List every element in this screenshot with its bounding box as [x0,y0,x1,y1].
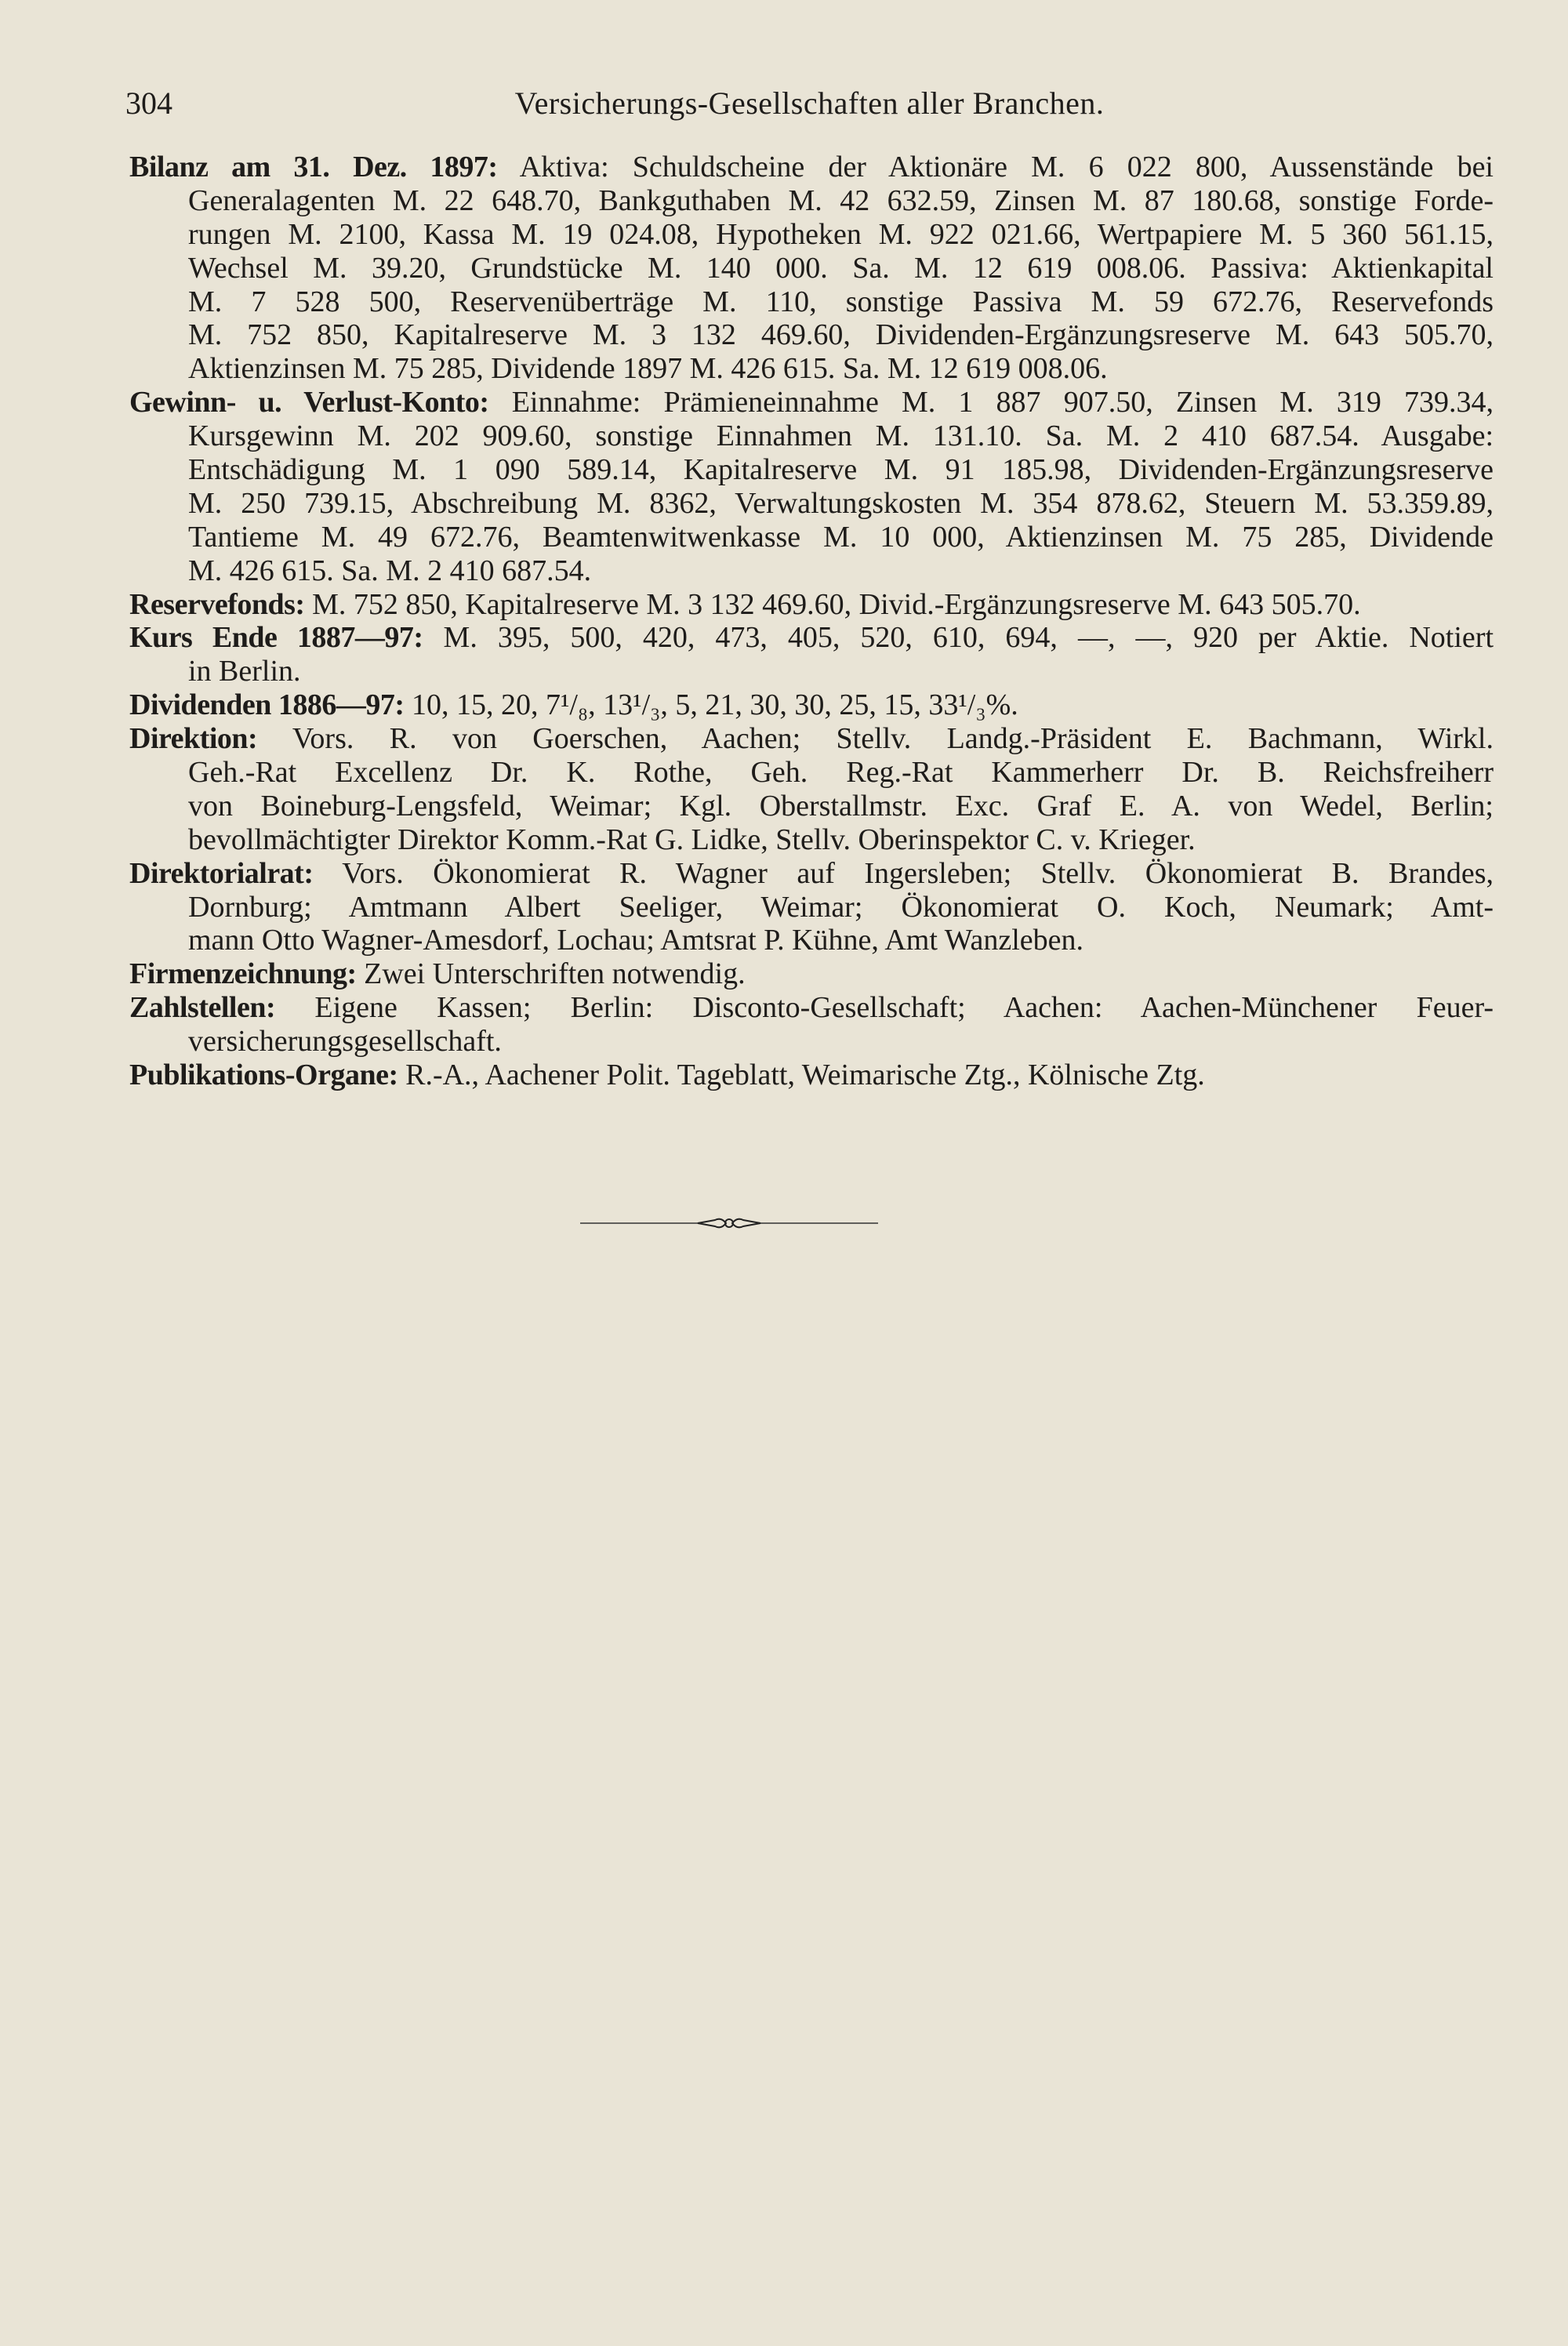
section-label: Gewinn- u. Verlust-Konto: [129,386,489,419]
text-line [129,386,1494,419]
text-line [129,521,1494,554]
line-text: Dornburg; Amtmann Albert Seeliger, Weimar; Ökonomierat O. Koch, Neumark; Amt- [188,890,1494,924]
text-line [129,151,1494,184]
text-line [129,655,1494,688]
line-text: Generalagenten M. 22 648.70, Bankguthaben M. 42 632.59, Zinsen M. 87 180.68, sonstige Forde- [188,183,1494,217]
text-line [129,857,1494,891]
line-text: Kursgewinn M. 202 909.60, sonstige Einnahmen M. 131.10. Sa. M. 2 410 687.54. Ausgabe: [188,419,1494,453]
text-line [129,991,1494,1025]
section-zahlstellen [129,991,1494,1059]
section-label: Reservefonds: [129,587,305,621]
running-title: Versicherungs-Gesellschaften aller Branchen. [514,85,1105,121]
line-text: in Berlin. [188,655,301,688]
document-body [129,151,1494,1092]
text-line [129,1059,1494,1092]
line-text: Einnahme: Prämieneinnahme M. 1 887 907.50, Zinsen M. 319 739.34, [511,386,1494,419]
page-header [125,85,1494,124]
line-text: M. 7 528 500, Reservenüberträge M. 110, sonstige Passiva M. 59 672.76, Reservefonds [188,285,1494,318]
text-line [129,419,1494,453]
line-text: Tantieme M. 49 672.76, Beamtenwitwenkasse M. 10 000, Aktienzinsen M. 75 285, Dividende [188,520,1494,554]
ornament-divider-icon [580,1214,878,1233]
section-dividenden-1886-97 [129,688,1494,722]
line-text: versicherungsgesellschaft. [188,1025,502,1059]
section-label: Publikations-Organe: [129,1059,398,1092]
section-firmenzeichnung [129,957,1494,991]
line-text: Vors. Ökonomierat R. Wagner auf Ingersleben; Stellv. Ökonomierat B. Brandes, [342,856,1494,890]
text-line [129,722,1494,756]
line-text: Eigene Kassen; Berlin: Disconto-Gesellschaft; Aachen: Aachen-Münchener Feuer- [314,991,1494,1025]
text-line [129,1025,1494,1059]
text-line [129,184,1494,218]
text-line [129,891,1494,924]
line-text: Aktienzinsen M. 75 285, Dividende 1897 M. 426 615. Sa. M. 12 619 008.06. [188,352,1108,386]
line-text: M. 395, 500, 420, 473, 405, 520, 610, 694, —, —, 920 per Aktie. Notiert [443,621,1494,655]
text-line [129,756,1494,790]
line-text: von Boineburg-Lengsfeld, Weimar; Kgl. Oberstallmstr. Exc. Graf E. A. von Wedel, Berlin; [188,789,1494,823]
text-line [129,957,1494,991]
section-gewinn-u-verlust-konto [129,386,1494,587]
text-line [129,588,1494,622]
line-text: Geh.-Rat Excellenz Dr. K. Rothe, Geh. Reg.-Rat Kammerherr Dr. B. Reichsfreiherr [188,756,1494,790]
line-text: Vors. R. von Goerschen, Aachen; Stellv. Landg.-Präsident E. Bachmann, Wirkl. [292,722,1494,756]
section-label: Kurs Ende 1887—97: [129,621,423,655]
line-text: M. 250 739.15, Abschreibung M. 8362, Verwaltungskosten M. 354 878.62, Steuern M. 53.359.89, [188,486,1494,520]
text-line [129,924,1494,957]
text-line [129,318,1494,352]
line-text: Aktiva: Schuldscheine der Aktionäre M. 6 022 800, Aussenstände bei [519,151,1494,183]
text-line [129,285,1494,319]
line-text: mann Otto Wagner-Amesdorf, Lochau; Amtsrat P. Kühne, Amt Wanzleben. [188,924,1084,957]
text-line [129,218,1494,252]
page-number: 304 [125,85,172,121]
line-text: bevollmächtigter Direktor Komm.-Rat G. Lidke, Stellv. Oberinspektor C. v. Krieger. [188,823,1196,856]
section-reservefonds [129,588,1494,622]
text-line [129,688,1494,722]
section-bilanz-am-31-dez-1897 [129,151,1494,386]
section-kurs-ende-1887-97 [129,621,1494,688]
section-direktorialrat [129,857,1494,958]
text-line [129,554,1494,588]
section-label: Direktorialrat: [129,856,314,890]
section-label: Bilanz am 31. Dez. 1897: [129,151,498,183]
section-label: Firmenzeichnung: [129,957,357,991]
line-text: M. 752 850, Kapitalreserve M. 3 132 469.60, Divid.-Ergänzungsreserve M. 643 505.70. [312,587,1361,621]
text-line [129,487,1494,521]
text-line [129,252,1494,285]
section-direktion [129,722,1494,857]
line-text: Wechsel M. 39.20, Grundstücke M. 140 000. Sa. M. 12 619 008.06. Passiva: Aktienkapital [188,251,1494,285]
line-text: M. 426 615. Sa. M. 2 410 687.54. [188,554,592,587]
text-line [129,823,1494,857]
section-publikations-organe [129,1059,1494,1092]
line-text: R.-A., Aachener Polit. Tageblatt, Weimarische Ztg., Kölnische Ztg. [405,1059,1205,1092]
section-label: Dividenden 1886—97: [129,688,405,722]
line-text: Zwei Unterschriften notwendig. [364,957,746,991]
line-text: M. 752 850, Kapitalreserve M. 3 132 469.60, Dividenden-Ergänzungsreserve M. 643 505.70, [188,318,1494,352]
text-line [129,621,1494,655]
line-text: Entschädigung M. 1 090 589.14, Kapitalreserve M. 91 185.98, Dividenden-Ergänzungsreserve [188,453,1494,487]
text-line [129,453,1494,487]
section-label: Zahlstellen: [129,991,276,1025]
text-line [129,790,1494,823]
text-line [129,352,1494,386]
section-label: Direktion: [129,722,258,756]
line-text: 10, 15, 20, 7¹/₈, 13¹/₃, 5, 21, 30, 30, 25, 15, 33¹/₃%. [411,688,1018,722]
line-text: rungen M. 2100, Kassa M. 19 024.08, Hypotheken M. 922 021.66, Wertpapiere M. 5 360 561.15, [188,217,1494,251]
